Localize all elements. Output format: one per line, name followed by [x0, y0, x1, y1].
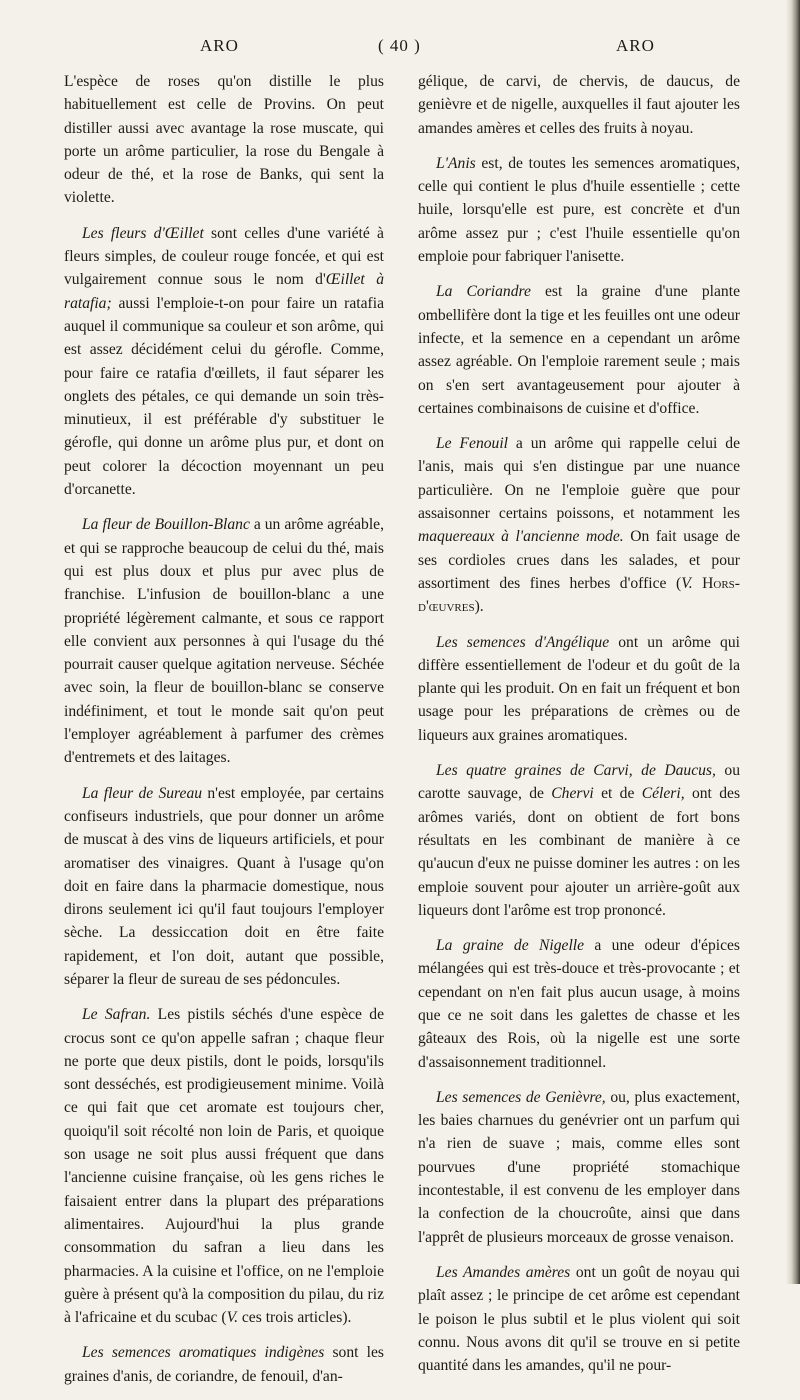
page-edge-shadow	[786, 0, 800, 1284]
right-column	[418, 70, 740, 1389]
left-column	[64, 70, 384, 1400]
paragraph-semences: Les semences aromatiques indigènes sont les graines d'anis, de coriandre, de fenouil, d'an-	[64, 1344, 384, 1385]
entry-heading: Les semences aromatiques indigènes	[82, 1344, 325, 1362]
entry-heading: Les semences d'Angélique	[436, 633, 610, 651]
paragraph-angelique: Les semences d'Angélique ont un arôme qui diffère essentiellement de l'odeur et du goût de la plante qui les produit. On en fait un fréquent et bon usage pour les préparations de crèmes ou de liqueurs aux graines aromatiques.	[418, 633, 740, 744]
page-number: ( 40 )	[378, 36, 421, 55]
paragraph-anis: L'Anis est, de toutes les semences aromatiques, celle qui contient le plus d'huile essentielle ; cette huile, lorsqu'elle est pure, est concrète et d'un arôme assez pur ; c'est l'huile essentielle qu'on emploie pour fabriquer l'anisette.	[418, 154, 740, 266]
paragraph-roses: L'espèce de roses qu'on distille le plus habituellement est celle de Provins. On peut distiller aussi avec avantage la rose muscate, qui porte un arôme particulier, la rose du Bengale à odeur de thé, et la rose de Banks, qui sent la violette.	[64, 73, 384, 207]
paragraph-amandes: Les Amandes amères ont un goût de noyau qui plaît assez ; le principe de cet arôme est cependant le poison le plus subtil et le plus violent qui soit connu. Nous avons dit qu'il se trouve en si petite quantité dans les amandes, qu'il ne pour-	[418, 1263, 740, 1375]
entry-heading: L'Anis	[436, 154, 476, 172]
entry-heading: Le Fenouil	[436, 435, 509, 453]
entry-heading: Les semences de Genièvre,	[436, 1088, 606, 1106]
entry-heading: La fleur de Sureau	[82, 784, 203, 802]
entry-heading: La graine de Nigelle	[436, 937, 585, 955]
running-header	[60, 36, 750, 64]
paragraph-coriandre: La Coriandre est la graine d'une plante ombellifère dont la tige et les feuilles ont une odeur infecte, et la semence en a cependant un arôme assez agréable. On l'emploie rarement seule ; mais on s'en sert avantageusement pour ajouter à certaines combinaisons de cuisine et d'office.	[418, 283, 740, 417]
paragraph-fenouil: Le Fenouil a un arôme qui rappelle celui de l'anis, mais qui s'en distingue par une nuance particulière. On ne l'emploie guère que pour assaisonner certains poissons, et notamment les maquereaux à l'ancienne mode. On fait usage de ses cordioles crues dans les salades, et pour assortiment des fines herbes d'office (V. Hors-d'œuvres).	[418, 435, 740, 616]
entry-heading: Les fleurs d'Œillet	[82, 224, 204, 242]
paragraph-nigelle: La graine de Nigelle a une odeur d'épices mélangées qui est très-douce et très-provocante ; et cependant on n'en fait plus aucun usage, à moins que ce ne soit dans les galettes de chasse et les gâteaux des Rois, où la nigelle est une sorte d'assaisonnement traditionnel.	[418, 937, 740, 1071]
paragraph-bouillon-blanc: La fleur de Bouillon-Blanc a un arôme agréable, et qui se rapproche beaucoup de celui du thé, mais qui est plus doux et plus pur avec plus de franchise. L'infusion de bouillon-blanc a une propriété légèrement calmante, et sous ce rapport elle convient aux personnes à qui l'usage du thé pourrait causer quelque agitation nerveuse. Séchée avec soin, la fleur de bouillon-blanc se conserve indéfiniment, et tout le monde sait qu'on peut l'employer agréablement à parfumer des crèmes d'entremets et des laitages.	[64, 516, 384, 767]
header-left-word: ARO	[200, 36, 239, 55]
header-right-word: ARO	[616, 36, 655, 55]
entry-heading: La fleur de Bouillon-Blanc	[82, 516, 250, 534]
paragraph-continuation: gélique, de carvi, de chervis, de daucus, de genièvre et de nigelle, auxquelles il faut ajouter les amandes amères et celles des fruits à noyau.	[418, 73, 740, 137]
paragraph-oeillet: Les fleurs d'Œillet sont celles d'une variété à fleurs simples, de couleur rouge foncée, et qui est vulgairement connue sous le nom d'Œillet à ratafia; aussi l'emploie-t-on pour faire un ratafia auquel il communique sa couleur et son arôme, qui est assez décidément celui du gérofle. Comme, pour faire ce ratafia d'œillets, il faut séparer les onglets des pétales, ce qui demande un soin très-minutieux, il est préférable d'y substituer le gérofle, qui donne un arôme plus pur, et dont on peut colorer la décoction moyennant un peu d'orcanette.	[64, 224, 384, 499]
entry-heading: Les quatre graines de Carvi, de Daucus,	[436, 762, 716, 780]
paragraph-safran: Le Safran. Les pistils séchés d'une espèce de crocus sont ce qu'on appelle safran ; chaque fleur ne porte que deux pistils, dont le poids, lorsqu'ils sont desséchés, est prodigieusement minime. Voilà ce qui fait que cet aromate est toujours cher, quoiqu'il soit récolté non loin de Paris, et quoique son usage ne soit plus aussi fréquent que dans l'ancienne cuisine française, où les gens riches le faisaient entrer dans la plupart des préparations alimentaires. Aujourd'hui la plus grande consommation du safran a lieu dans les pharmacies. A la cuisine et l'office, on ne l'emploie guère à présent qu'à la composition du pilau, du riz à l'africaine et du scubac (V. ces trois articles).	[64, 1006, 384, 1327]
entry-heading: Le Safran.	[82, 1006, 151, 1024]
entry-heading: La Coriandre	[436, 283, 531, 301]
paragraph-genievre: Les semences de Genièvre, ou, plus exactement, les baies charnues du genévrier ont un parfum qui n'a rien de suave ; mais, comme elles sont pourvues d'une propriété stomachique incontestable, il est convenu de les employer dans la confection de la choucroûte, ainsi que dans l'apprêt de plusieurs morceaux de grosse venaison.	[418, 1088, 740, 1246]
entry-heading: Les Amandes amères	[436, 1263, 571, 1281]
paragraph-quatre-graines: Les quatre graines de Carvi, de Daucus, ou carotte sauvage, de Chervi et de Céleri, ont des arômes variés, dont on obtient de fort bons résultats en les combinant de manière à ce qu'aucun d'eux ne puisse dominer les autres : on les emploie souvent pour ajouter un arrière-goût aux liqueurs dont l'arôme est trop prononcé.	[418, 762, 741, 919]
paragraph-sureau: La fleur de Sureau n'est employée, par certains confiseurs industriels, que pour donner un arôme de muscat à des vins de liqueurs artificiels, et pour aromatiser des vinaigres. Quant à l'usage qu'on doit en faire dans la pharmacie domestique, nous dirons seulement ici qu'il faut toujours l'employer sèche. La dessiccation doit en être faite rapidement, et l'on doit, autant que possible, séparer la fleur de sureau de ses pédoncules.	[64, 784, 384, 988]
